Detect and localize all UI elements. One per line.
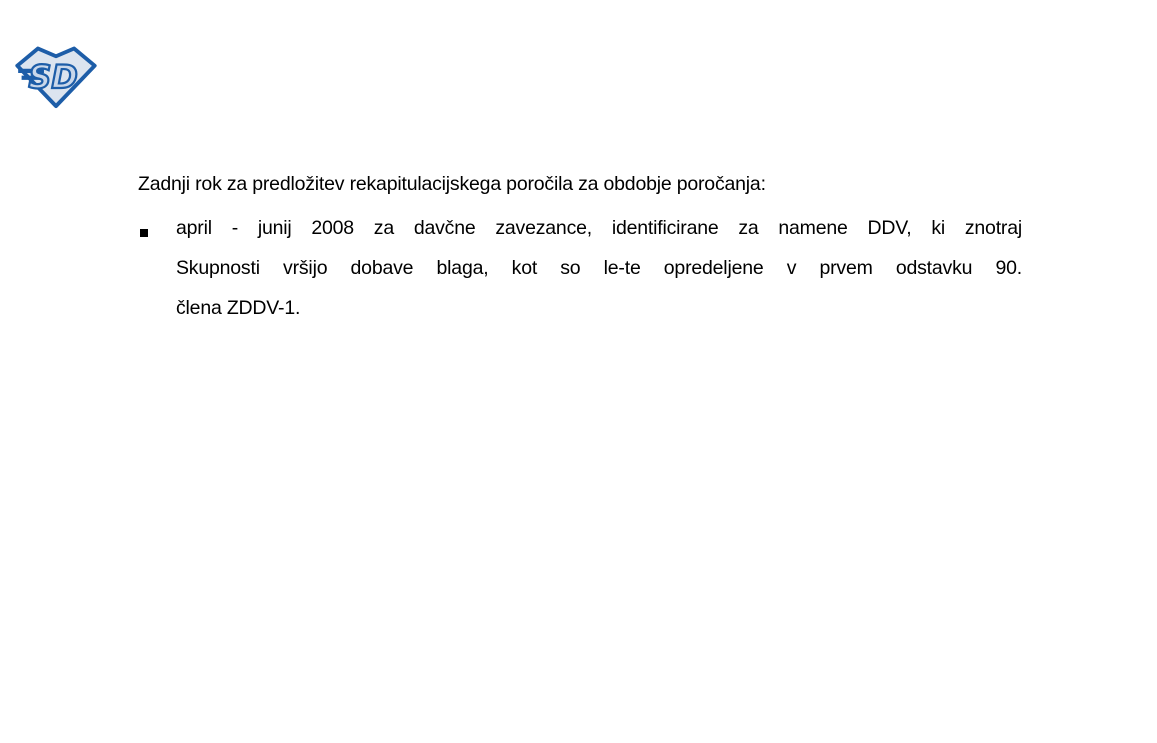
bullet-item (176, 208, 1022, 328)
bullet-square-icon (140, 229, 148, 237)
bullet-text-line: člena ZDDV-1. (176, 297, 301, 319)
sd-diamond-logo-icon (13, 42, 99, 110)
bullet-text-line: april - junij 2008 za davčne zavezance, identificirane za namene DDV, ki znotraj (176, 217, 1022, 239)
bullet-text-line: Skupnosti vršijo dobave blaga, kot so le-te opredeljene v prvem odstavku 90. (176, 257, 1022, 279)
slide-heading: Zadnji rok za predložitev rekapitulacijskega poročila za obdobje poročanja: (138, 173, 766, 195)
svg-text:SD: SD (28, 58, 78, 97)
